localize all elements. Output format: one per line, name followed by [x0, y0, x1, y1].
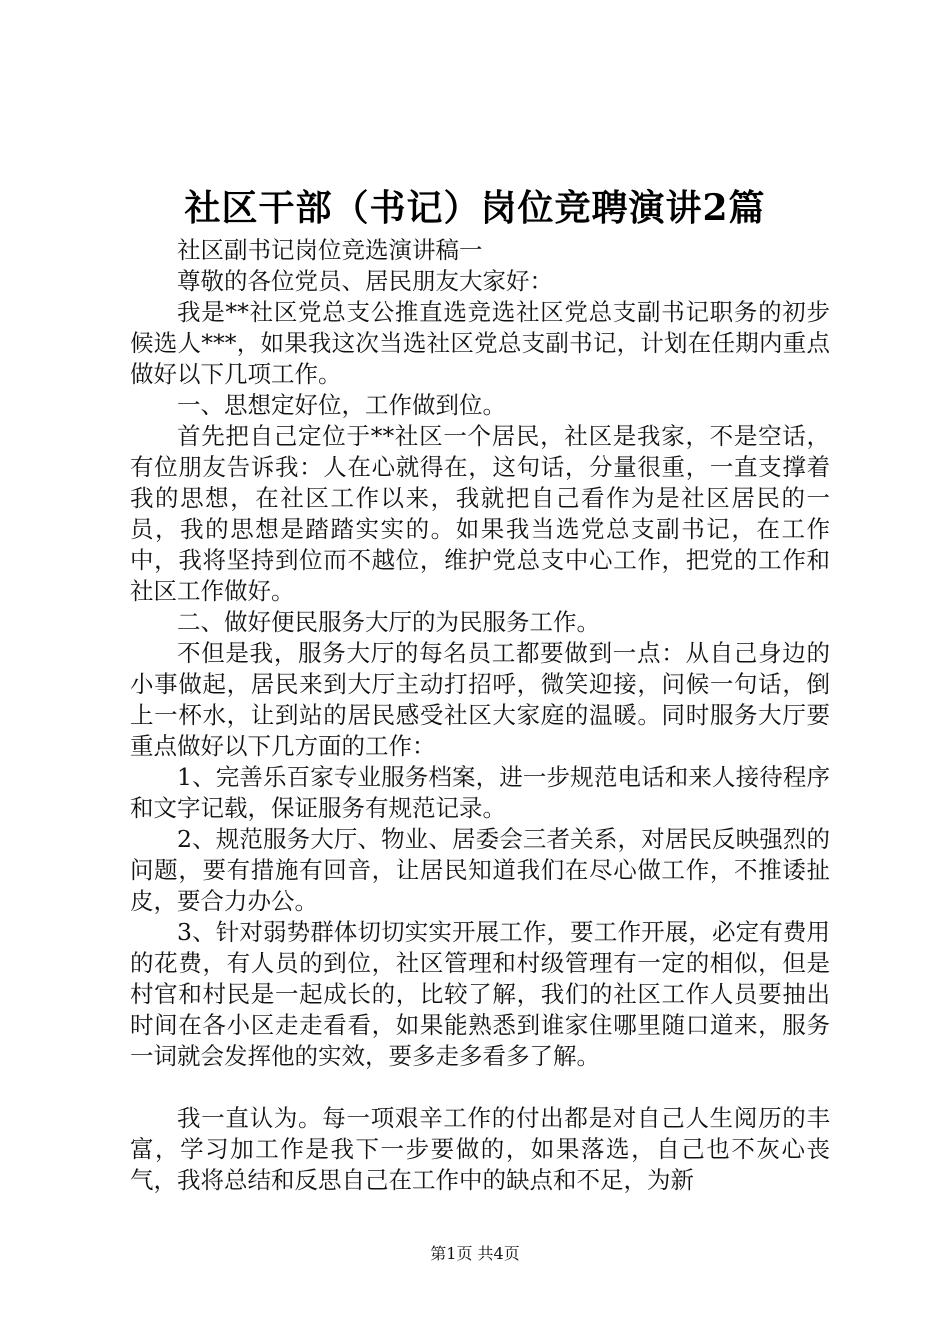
- paragraph: 首先把自己定位于**社区一个居民，社区是我家，不是空话，有位朋友告诉我：人在心就得在，这句话，分量很重，一直支撑着我的思想，在社区工作以来，我就把自己看作为是社区居民的一员，我的思想是踏踏实实的。如果我当选党总支副书记，在工作中，我将坚持到位而不越位，维护党总支中心工作，把党的工作和社区工作做好。: [130, 422, 830, 605]
- document-body: [130, 235, 830, 1196]
- paragraph: 不但是我，服务大厅的每名员工都要做到一点：从自己身边的小事做起，居民来到大厅主动打招呼，微笑迎接，问候一句话，倒上一杯水，让到站的居民感受社区大家庭的温暖。同时服务大厅要重点做好以下几方面的工作：: [130, 639, 830, 760]
- list-item: 2、规范服务大厅、物业、居委会三者关系，对居民反映强烈的问题，要有措施有回音，让居民知道我们在尽心做工作，不推诿扯皮，要合力办公。: [130, 825, 830, 915]
- page-footer: 第1页 共4页: [430, 1244, 520, 1263]
- paragraph: 我是**社区党总支公推直选竞选社区党总支副书记职务的初步候选人***，如果我这次当选社区党总支副书记，计划在任期内重点做好以下几项工作。: [130, 298, 830, 388]
- paragraph: 社区副书记岗位竞选演讲稿一: [177, 236, 483, 264]
- document-title: 社区干部（书记）岗位竞聘演讲2篇: [184, 187, 766, 229]
- list-item: 3、针对弱势群体切切实实开展工作，要工作开展，必定有费用的花费，有人员的到位，社区管理和村级管理有一定的相似，但是村官和村民是一起成长的，比较了解，我们的社区工作人员要抽出时间在各小区走走看看，如果能熟悉到谁家住哪里随口道来，服务一词就会发挥他的实效，要多走多看多了解。: [130, 918, 830, 1070]
- list-item: 1、完善乐百家专业服务档案，进一步规范电话和来人接待程序和文字记载，保证服务有规范记录。: [130, 763, 830, 822]
- paragraph: 我一直认为。每一项艰辛工作的付出都是对自己人生阅历的丰富，学习加工作是我下一步要做的，如果落选，自己也不灰心丧气，我将总结和反思自己在工作中的缺点和不足，为新: [130, 1104, 830, 1194]
- section-heading: 一、思想定好位，工作做到位。: [177, 391, 506, 419]
- section-heading: 二、做好便民服务大厅的为民服务工作。: [177, 608, 600, 636]
- paragraph: 尊敬的各位党员、居民朋友大家好：: [177, 267, 553, 295]
